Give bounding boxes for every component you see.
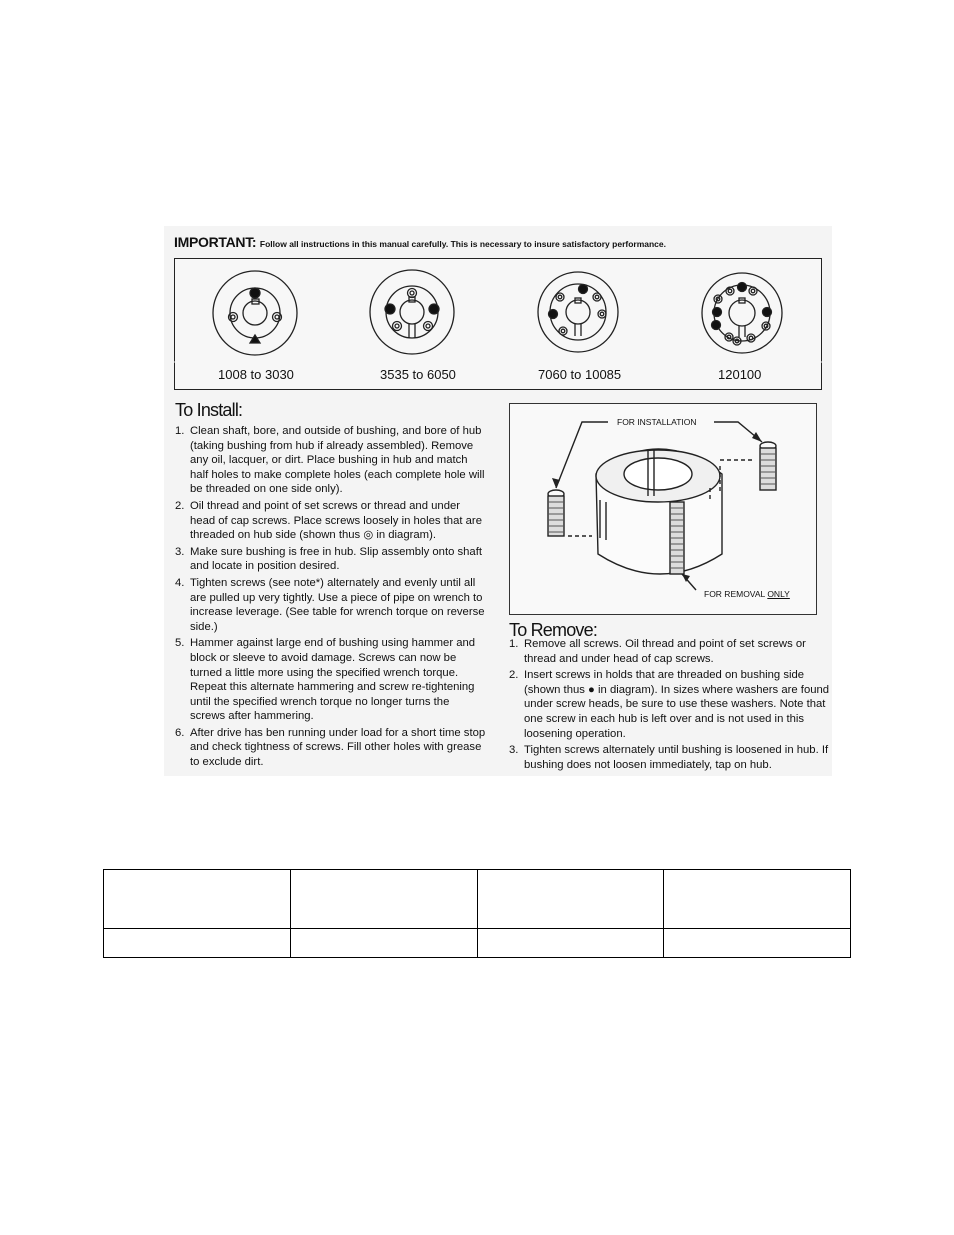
size-label-2: 3535 to 6050 [380,367,456,382]
size-label-1: 1008 to 3030 [218,367,294,382]
install-step [175,499,487,543]
table-cell [290,929,477,958]
step-text: After drive has ben running under load for a short time stop and check tightness of screws. Fill other holes with grease to exclude dirt. [190,726,486,769]
removal-label [704,589,790,599]
step-text: Tighten screws (see note*) alternately and evenly until all are pulled up very tightly. Use a piece of pipe on wrench to increase leverage. (See table for wrench torque on reverse side.) [190,576,485,633]
remove-steps [509,637,831,774]
step-number: 3. [509,744,519,757]
step-number: 2. [175,499,185,512]
step-text: Make sure bushing is free in hub. Slip assembly onto shaft and locate in position desired. [190,545,482,573]
size-label-3: 7060 to 10085 [538,367,622,382]
step-text: Insert screws in holds that are threaded on bushing side (shown thus ● in diagram). In sizes where washers are found under screw heads, be sure to use these washers. Note that one screw in each hub is left over and is not used in this loosening operation. [524,669,830,740]
table-cell [477,870,664,929]
bushing-diagram-1008-3030 [213,271,297,355]
step-text: Oil thread and point of set screws or thread and under head of cap screws. Place screws loosely in holes that are threaded on hub side (shown thus ◎ in diagram). [190,499,482,542]
step-text: Clean shaft, bore, and outside of bushing, and bore of hub (taking bushing from hub if already assembled). Remove any oil, lacquer, or dirt. Place bushing in hub and match half holes to make complete holes (each complete hole will be threaded on one side only). [190,425,485,496]
table-cell [664,870,851,929]
step-text: Tighten screws alternately until bushing is loosened in hub. If bushing does not loosen immediately, tap on hub. [524,744,829,771]
step-number: 2. [509,669,519,682]
removal-label-text: FOR REMOVAL [704,589,765,599]
bushing-diagram-7060-10085 [538,272,618,352]
bushing-diagrams [0,0,954,400]
remove-step [509,743,831,772]
step-number: 4. [175,576,185,589]
bushing-screw-figure [509,403,817,615]
remove-title: To Remove: [509,620,598,640]
table-cell [104,870,291,929]
table-cell [290,870,477,929]
table-cell [477,929,664,958]
installation-label: FOR INSTALLATION [617,417,697,427]
table-row [104,870,851,929]
step-number: 1. [509,638,519,650]
install-steps [175,424,487,772]
bushing-diagram-3535-6050 [370,270,454,354]
important-heading: IMPORTANT: [174,234,257,250]
install-step [175,545,487,574]
table-row [104,929,851,958]
step-number: 5. [175,637,185,650]
step-number: 1. [175,425,185,437]
step-number: 3. [175,545,185,558]
step-text: Hammer against large end of bushing using hammer and block or sleeve to avoid damage. Screws can now be turned a little more using the specified wrench torque. Repeat this alternate hammering and screw re-tightening until the specified wrench torque no longer turns the screws after hammering. [190,637,476,723]
bushing-diagram-120100 [702,273,782,353]
install-step [175,726,487,770]
install-step [175,576,487,634]
install-step [175,636,487,724]
table-cell [664,929,851,958]
size-label-4: 120100 [718,367,762,382]
important-text: Follow all instructions in this manual carefully. This is necessary to insure satisfactory performance. [259,239,666,249]
remove-step [509,668,831,741]
remove-step [509,637,831,666]
install-step [175,424,487,497]
specification-table [103,869,851,958]
bushing-illustration [510,404,816,614]
install-title: To Install: [175,400,243,420]
removal-only-text: ONLY [767,589,790,599]
step-text: Remove all screws. Oil thread and point of set screws or thread and under head of cap screws. [524,638,806,665]
table-cell [104,929,291,958]
step-number: 6. [175,726,185,739]
